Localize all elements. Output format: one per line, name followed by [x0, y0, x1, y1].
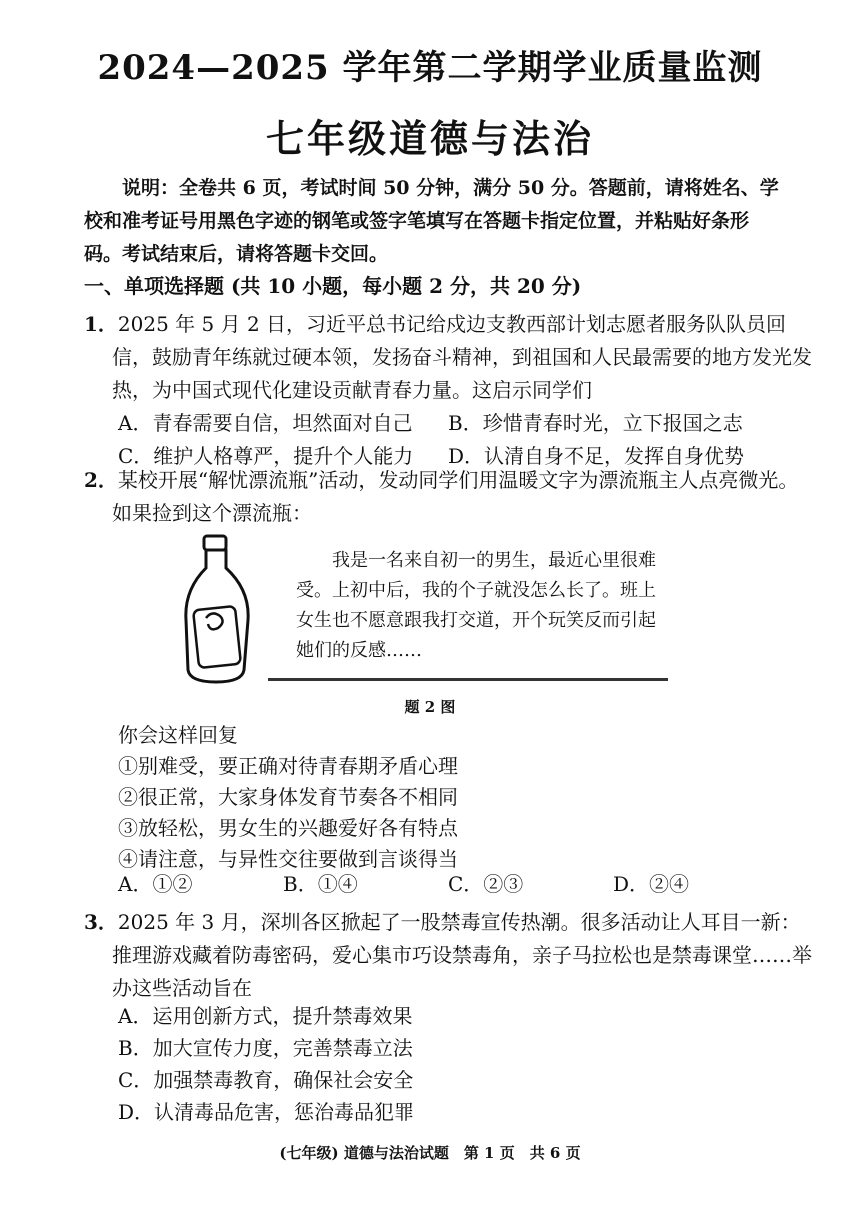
question-text: 2025 年 5 月 2 日，习近平总书记给戍边支教西部计划志愿者服务队队员回信，鼓励青年练就过硬本领，发扬奋斗精神，到祖国和人民最需要的地方发光发热，为中国式现代化建设贡献青春力量。这启示同学们 — [112, 312, 812, 402]
question-3 — [84, 906, 812, 1005]
list-item: ①别难受，要正确对待青春期矛盾心理 — [118, 754, 458, 778]
list-item: ③放轻松，男女生的兴趣爱好各有特点 — [118, 816, 458, 840]
list-item: ④请注意，与异性交往要做到言谈得当 — [118, 847, 458, 871]
reply-prompt: 你会这样回复 — [118, 723, 238, 747]
option-d: D．认清毒品危害，惩治毒品犯罪 — [118, 1100, 415, 1124]
question-text: 2025 年 3 月，深圳各区掀起了一股禁毒宣传热潮。很多活动让人耳目一新：推理游戏藏着防毒密码，爱心集市巧设禁毒角，亲子马拉松也是禁毒课堂……举办这些活动旨在 — [112, 910, 812, 1000]
option-b: B．加大宣传力度，完善禁毒立法 — [118, 1036, 413, 1060]
question-text: 某校开展“解忧漂流瓶”活动，发动同学们用温暖文字为漂流瓶主人点亮微光。如果捡到这个漂流瓶： — [112, 468, 799, 525]
question-number: 2． — [84, 468, 118, 492]
page-footer: (七年级) 道德与法治试题 第 1 页 共 6 页 — [279, 1144, 581, 1162]
option-b: B．①④ — [283, 872, 358, 896]
exam-title: 2024—2025 学年第二学期学业质量监测 — [97, 48, 763, 88]
question-number: 3． — [84, 910, 118, 934]
option-b: B．珍惜青春时光，立下报国之志 — [448, 411, 743, 435]
option-c: C．②③ — [448, 872, 524, 896]
option-a: A．①② — [118, 872, 193, 896]
question-3-options — [118, 1000, 778, 1128]
option-d: D．②④ — [613, 872, 690, 896]
option-d: D．认清自身不足，发挥自身优势 — [448, 444, 745, 468]
question-number: 1． — [84, 312, 118, 336]
divider — [268, 678, 668, 681]
question-2-options — [118, 868, 778, 901]
option-c: C．维护人格尊严，提升个人能力 — [118, 444, 414, 468]
list-item: ②很正常，大家身体发育节奏各不相同 — [118, 785, 458, 809]
section-heading: 一、单项选择题 (共 10 小题，每小题 2 分，共 20 分) — [84, 274, 582, 298]
question-2 — [84, 464, 812, 530]
option-c: C．加强禁毒教育，确保社会安全 — [118, 1068, 414, 1092]
bottle-message: 我是一名来自初一的男生，最近心里很难受。上初中后，我的个子就没怎么长了。班上女生也不愿意跟我打交道，开个玩笑反而引起她们的反感…… — [296, 550, 656, 661]
option-a: A．运用创新方式，提升禁毒效果 — [118, 1004, 413, 1028]
instructions: 说明：全卷共 6 页，考试时间 50 分钟，满分 50 分。答题前，请将姓名、学校和准考证号用黑色字迹的钢笔或签字笔填写在答题卡指定位置，并粘贴好条形码。考试结束后，请将答题卡交回。 — [84, 177, 779, 265]
bottle-figure — [176, 530, 666, 682]
option-a: A．青春需要自信，坦然面对自己 — [118, 411, 413, 435]
question-2-items — [118, 720, 778, 875]
question-1 — [84, 308, 812, 407]
subject-title: 七年级道德与法治 — [265, 116, 594, 161]
bottle-icon — [176, 530, 266, 690]
figure-caption: 题 2 图 — [404, 698, 456, 716]
